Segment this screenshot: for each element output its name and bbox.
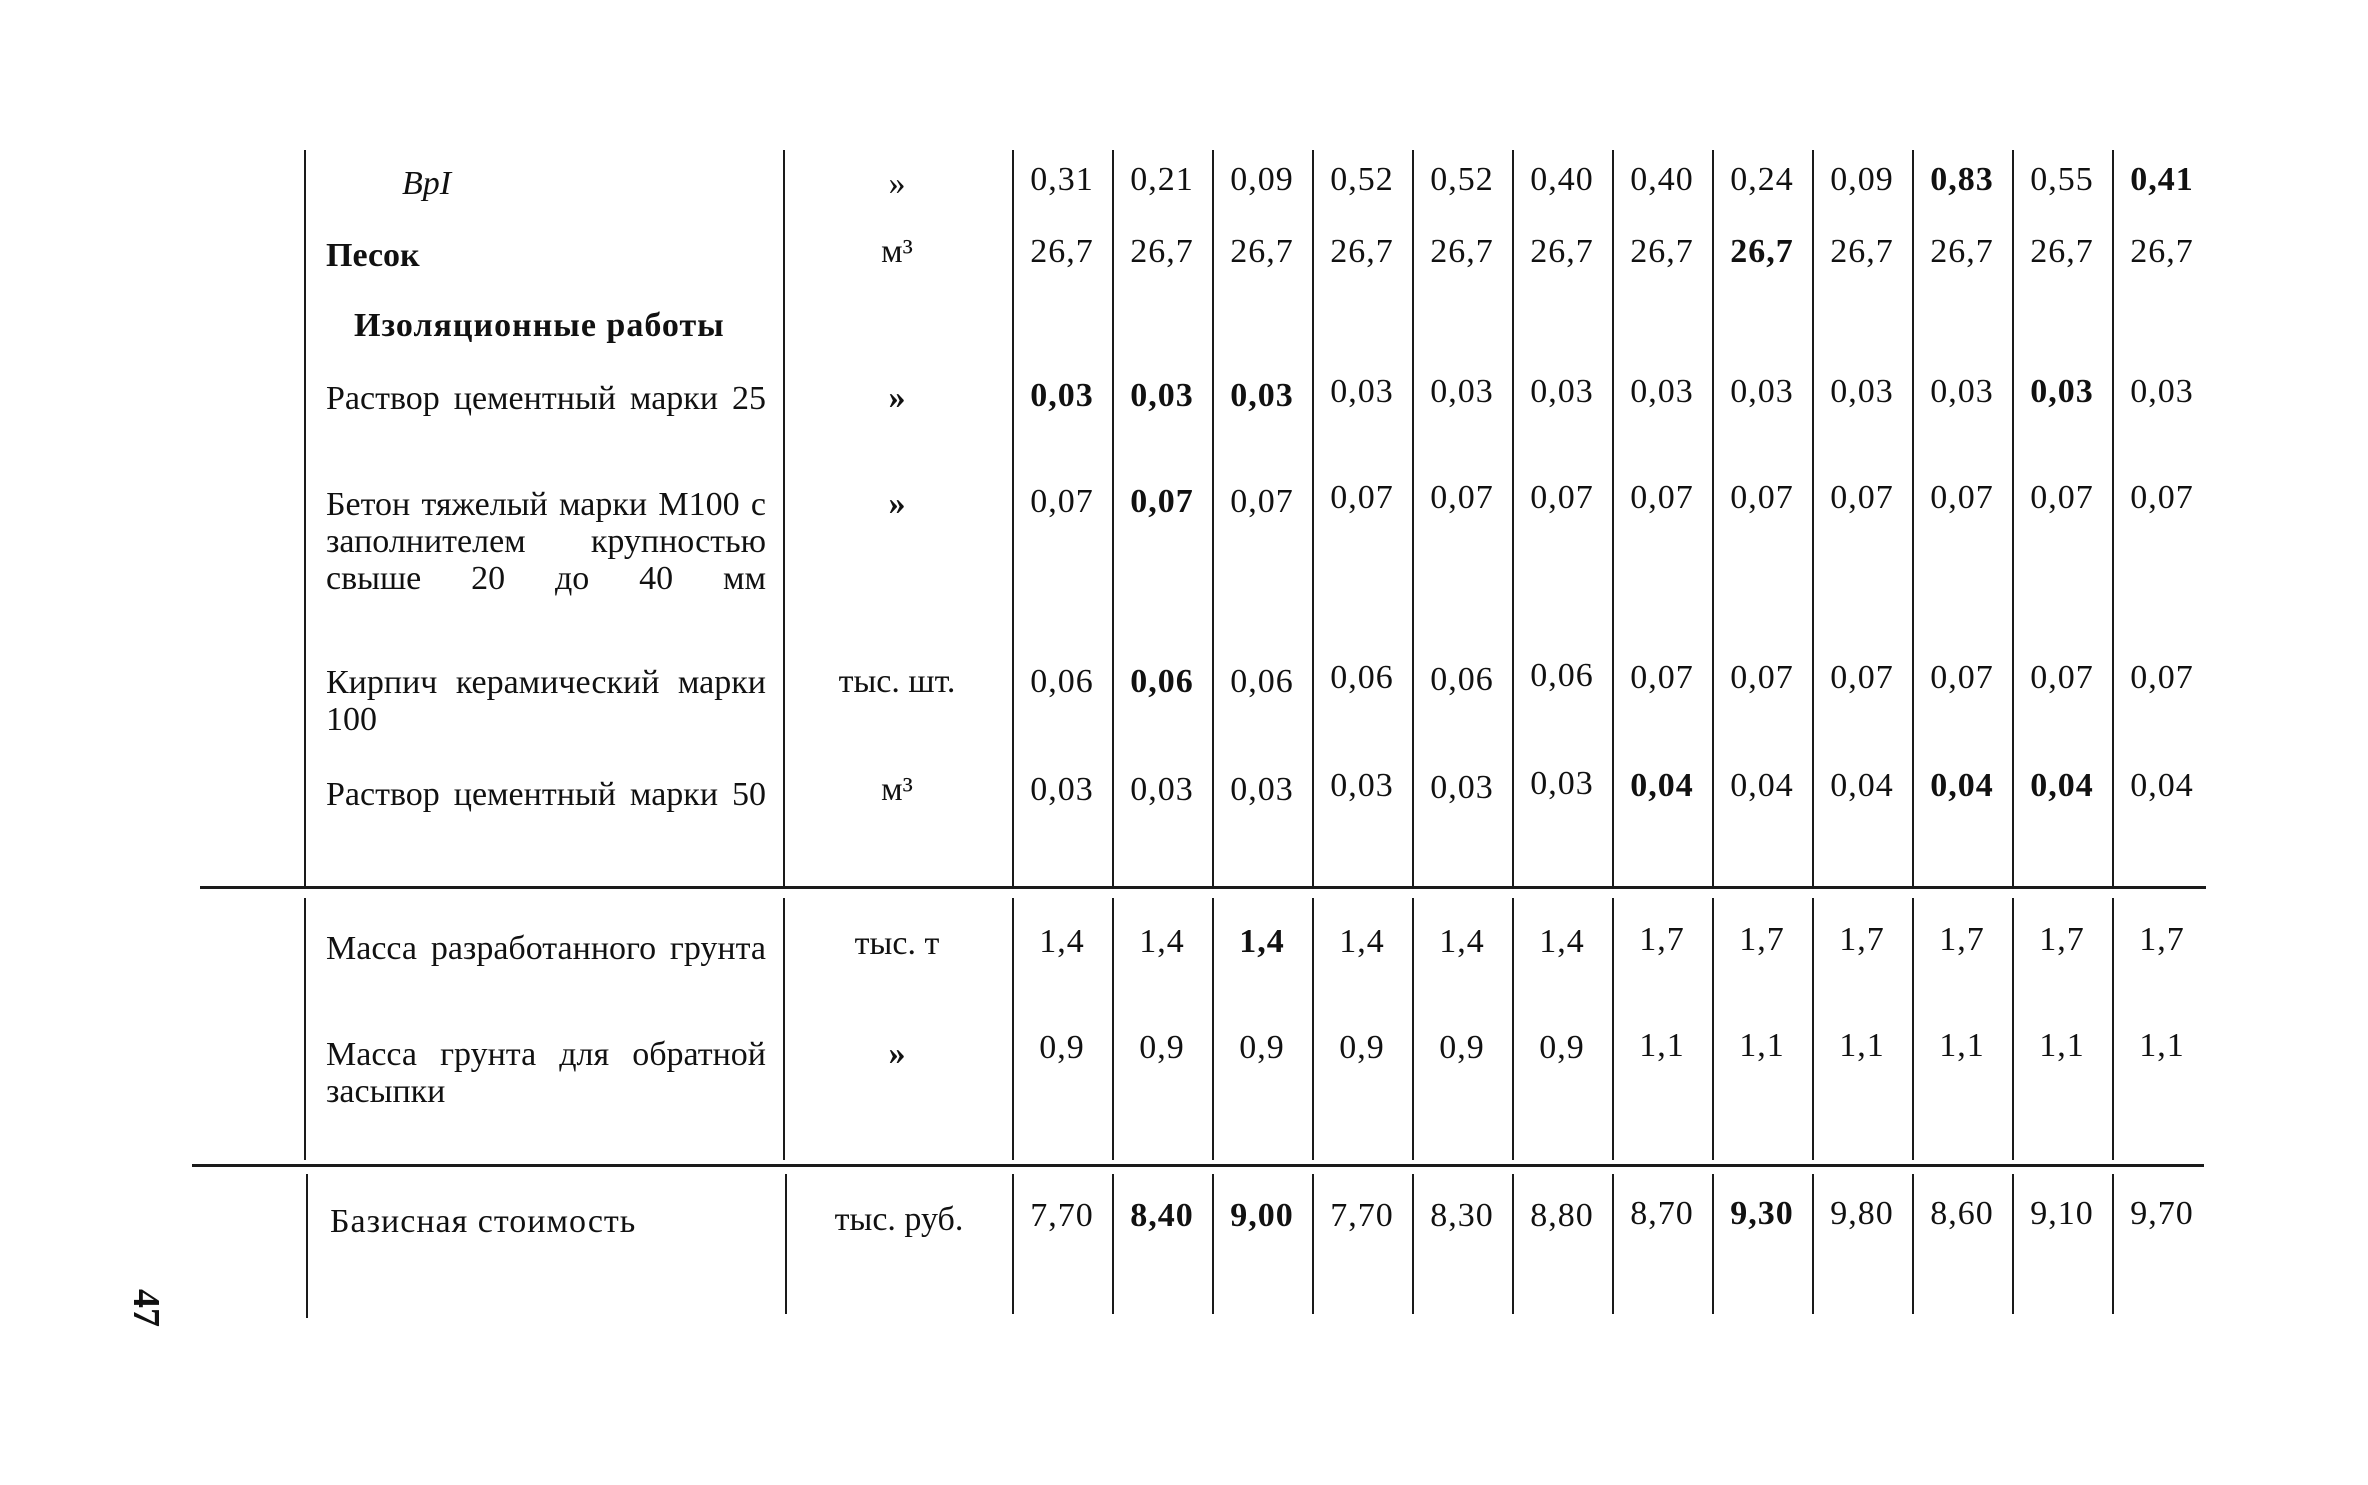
value-cell: 26,7 bbox=[1530, 233, 1594, 270]
row-name: Песок bbox=[326, 237, 420, 274]
value-cell: 26,7 bbox=[1930, 233, 1994, 270]
value-cell: 0,07 bbox=[1230, 483, 1294, 520]
value-cell: 0,03 bbox=[1630, 373, 1694, 410]
column-rule-values-left-3 bbox=[1012, 1174, 1014, 1314]
value-cell: 0,03 bbox=[1730, 373, 1794, 410]
value-cell: 0,04 bbox=[2030, 767, 2094, 804]
value-cell: 0,9 bbox=[1239, 1029, 1285, 1066]
value-cell: 0,07 bbox=[1930, 659, 1994, 696]
value-cell: 26,7 bbox=[1230, 233, 1294, 270]
value-cell: 0,07 bbox=[1330, 479, 1394, 516]
column-rule-3-9 bbox=[1912, 1174, 1914, 1314]
value-cell: 7,70 bbox=[1330, 1197, 1394, 1234]
value-cell: 0,03 bbox=[1430, 769, 1494, 806]
value-cell: 0,41 bbox=[2130, 161, 2194, 198]
value-cell: 1,4 bbox=[1139, 923, 1185, 960]
value-cell: 1,1 bbox=[1939, 1027, 1985, 1064]
value-cell: 1,1 bbox=[2039, 1027, 2085, 1064]
row-name: BpI bbox=[402, 165, 452, 202]
value-cell: 26,7 bbox=[1130, 233, 1194, 270]
value-cell: 26,7 bbox=[1430, 233, 1494, 270]
value-cell: 9,70 bbox=[2130, 1195, 2194, 1232]
value-cell: 0,07 bbox=[1030, 483, 1094, 520]
value-cell: 26,7 bbox=[1330, 233, 1394, 270]
value-cell: 0,03 bbox=[1330, 767, 1394, 804]
value-cell: 0,24 bbox=[1730, 161, 1794, 198]
value-cell: 0,03 bbox=[1530, 373, 1594, 410]
value-cell: 1,4 bbox=[1239, 923, 1285, 960]
row-unit: м³ bbox=[881, 233, 913, 270]
value-cell: 0,9 bbox=[1139, 1029, 1185, 1066]
value-cell: 0,06 bbox=[1230, 663, 1294, 700]
value-cell: 0,07 bbox=[2030, 479, 2094, 516]
value-cell: 0,03 bbox=[2030, 373, 2094, 410]
column-rule-3-4 bbox=[1412, 1174, 1414, 1314]
value-cell: 0,06 bbox=[1330, 659, 1394, 696]
section-separator-1 bbox=[200, 886, 2206, 889]
row-unit: » bbox=[888, 165, 906, 202]
value-cell: 1,1 bbox=[2139, 1027, 2185, 1064]
value-cell: 0,03 bbox=[1330, 373, 1394, 410]
value-cell: 0,03 bbox=[2130, 373, 2194, 410]
row-unit: » bbox=[888, 379, 906, 416]
value-cell: 0,07 bbox=[1430, 479, 1494, 516]
value-cell: 0,04 bbox=[1830, 767, 1894, 804]
value-cell: 0,55 bbox=[2030, 161, 2094, 198]
value-cell: 0,07 bbox=[2130, 659, 2194, 696]
value-cell: 1,7 bbox=[1839, 921, 1885, 958]
value-cell: 0,07 bbox=[1830, 479, 1894, 516]
row-name: Масса разработанного грунта bbox=[326, 930, 766, 967]
value-cell: 8,40 bbox=[1130, 1197, 1194, 1234]
value-cell: 0,07 bbox=[2130, 479, 2194, 516]
value-cell: 0,04 bbox=[1730, 767, 1794, 804]
value-cell: 0,03 bbox=[1130, 377, 1194, 414]
value-cell: 26,7 bbox=[1630, 233, 1694, 270]
value-cell: 0,07 bbox=[1530, 479, 1594, 516]
row-name: Масса грунта для обратной засыпки bbox=[326, 1036, 766, 1110]
value-cell: 0,03 bbox=[1130, 771, 1194, 808]
value-cell: 1,4 bbox=[1439, 923, 1485, 960]
value-cell: 9,00 bbox=[1230, 1197, 1294, 1234]
value-cell: 1,7 bbox=[2039, 921, 2085, 958]
value-cell: 0,07 bbox=[1630, 659, 1694, 696]
value-cell: 0,52 bbox=[1430, 161, 1494, 198]
value-cell: 1,1 bbox=[1839, 1027, 1885, 1064]
value-cell: 1,1 bbox=[1639, 1027, 1685, 1064]
value-cell: 0,03 bbox=[1430, 373, 1494, 410]
value-cell: 0,9 bbox=[1539, 1029, 1585, 1066]
value-cell: 0,03 bbox=[1030, 377, 1094, 414]
column-rule-3-10 bbox=[2012, 1174, 2014, 1314]
value-cell: 0,04 bbox=[2130, 767, 2194, 804]
value-cell: 0,06 bbox=[1030, 663, 1094, 700]
row-unit: » bbox=[888, 485, 906, 522]
value-cell: 1,1 bbox=[1739, 1027, 1785, 1064]
column-rule-3-7 bbox=[1712, 1174, 1714, 1314]
value-cell: 0,06 bbox=[1530, 657, 1594, 694]
value-cell: 26,7 bbox=[1730, 233, 1794, 270]
value-cell: 1,7 bbox=[2139, 921, 2185, 958]
value-cell: 1,7 bbox=[1739, 921, 1785, 958]
value-cell: 7,70 bbox=[1030, 1197, 1094, 1234]
value-cell: 0,07 bbox=[1730, 479, 1794, 516]
value-cell: 0,9 bbox=[1439, 1029, 1485, 1066]
value-cell: 0,06 bbox=[1430, 661, 1494, 698]
value-cell: 9,80 bbox=[1830, 1195, 1894, 1232]
column-rule-name-left-2 bbox=[304, 898, 306, 1160]
column-rule-3-11 bbox=[2112, 1174, 2114, 1314]
value-cell: 0,9 bbox=[1339, 1029, 1385, 1066]
value-cell: 0,07 bbox=[1630, 479, 1694, 516]
value-cell: 1,4 bbox=[1339, 923, 1385, 960]
value-cell: 26,7 bbox=[2030, 233, 2094, 270]
value-cell: 1,7 bbox=[1639, 921, 1685, 958]
row-name: Раствор цементный марки 50 bbox=[326, 776, 766, 813]
column-rule-unit-left-3 bbox=[785, 1174, 787, 1314]
column-rule-3-5 bbox=[1512, 1174, 1514, 1314]
value-cell: 0,31 bbox=[1030, 161, 1094, 198]
value-cell: 8,60 bbox=[1930, 1195, 1994, 1232]
column-rule-3-8 bbox=[1812, 1174, 1814, 1314]
value-cell: 0,40 bbox=[1630, 161, 1694, 198]
row-name: Раствор цементный марки 25 bbox=[326, 380, 766, 417]
value-cell: 0,04 bbox=[1630, 767, 1694, 804]
row-name: Кирпич керамический марки 100 bbox=[326, 664, 766, 738]
value-cell: 8,80 bbox=[1530, 1197, 1594, 1234]
value-cell: 0,07 bbox=[1730, 659, 1794, 696]
value-cell: 8,70 bbox=[1630, 1195, 1694, 1232]
value-cell: 0,07 bbox=[1930, 479, 1994, 516]
value-cell: 0,9 bbox=[1039, 1029, 1085, 1066]
value-cell: 9,30 bbox=[1730, 1195, 1794, 1232]
value-cell: 0,52 bbox=[1330, 161, 1394, 198]
value-cell: 0,40 bbox=[1530, 161, 1594, 198]
column-rule-name-left bbox=[304, 150, 306, 886]
value-cell: 0,03 bbox=[1530, 765, 1594, 802]
value-cell: 0,83 bbox=[1930, 161, 1994, 198]
value-cell: 0,07 bbox=[2030, 659, 2094, 696]
section-heading: Изоляционные работы bbox=[354, 307, 725, 344]
value-cell: 0,03 bbox=[1230, 377, 1294, 414]
row-unit: тыс. т bbox=[854, 925, 940, 962]
column-rule-3-3 bbox=[1312, 1174, 1314, 1314]
value-cell: 0,07 bbox=[1830, 659, 1894, 696]
value-cell: 1,7 bbox=[1939, 921, 1985, 958]
row-unit: м³ bbox=[881, 771, 913, 808]
value-cell: 0,06 bbox=[1130, 663, 1194, 700]
value-cell: 0,04 bbox=[1930, 767, 1994, 804]
row-name: Базисная стоимость bbox=[330, 1203, 637, 1240]
value-cell: 26,7 bbox=[2130, 233, 2194, 270]
page-number: 47 bbox=[125, 1289, 167, 1327]
value-cell: 0,09 bbox=[1230, 161, 1294, 198]
value-cell: 9,10 bbox=[2030, 1195, 2094, 1232]
row-unit: тыс. руб. bbox=[834, 1201, 964, 1238]
value-cell: 0,03 bbox=[1930, 373, 1994, 410]
value-cell: 1,4 bbox=[1039, 923, 1085, 960]
column-rule-3-2 bbox=[1212, 1174, 1214, 1314]
value-cell: 26,7 bbox=[1830, 233, 1894, 270]
section-separator-2 bbox=[192, 1164, 2204, 1167]
value-cell: 8,30 bbox=[1430, 1197, 1494, 1234]
value-cell: 0,03 bbox=[1030, 771, 1094, 808]
value-cell: 0,03 bbox=[1830, 373, 1894, 410]
row-unit: тыс. шт. bbox=[838, 663, 956, 700]
value-cell: 1,4 bbox=[1539, 923, 1585, 960]
column-rule-3-6 bbox=[1612, 1174, 1614, 1314]
value-cell: 0,09 bbox=[1830, 161, 1894, 198]
column-rule-name-left-3 bbox=[306, 1174, 308, 1318]
value-cell: 26,7 bbox=[1030, 233, 1094, 270]
row-name: Бетон тяжелый марки М100 с заполнителем крупностью свыше 20 до 40 мм bbox=[326, 486, 766, 597]
value-cell: 0,03 bbox=[1230, 771, 1294, 808]
column-rule-3-1 bbox=[1112, 1174, 1114, 1314]
value-cell: 0,21 bbox=[1130, 161, 1194, 198]
value-cell: 0,07 bbox=[1130, 483, 1194, 520]
row-unit: » bbox=[888, 1035, 906, 1072]
